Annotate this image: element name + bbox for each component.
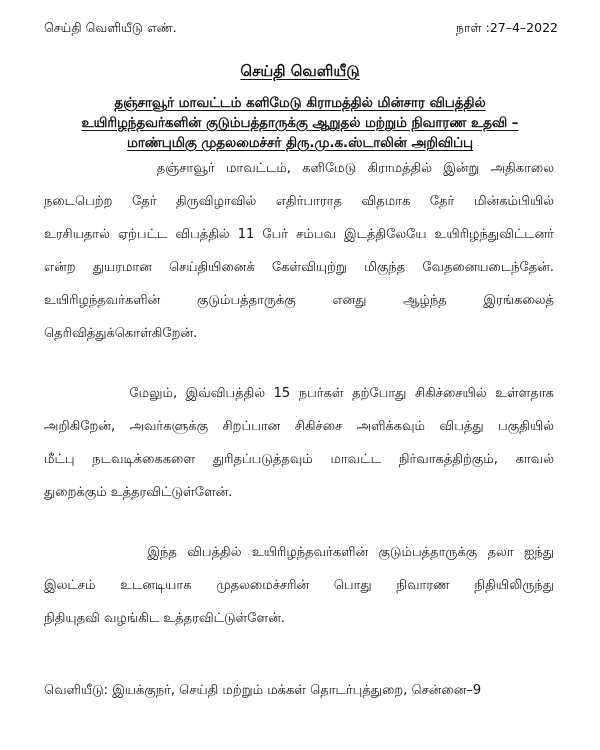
paragraph-line: இந்த விபத்தில் உயிரிழந்தவர்களின் குடும்பத்தாருக்கு தலா ஐந்து: [44, 545, 554, 560]
paragraph-line: இலட்சம் உடனடியாக முதலமைச்சரின் பொது நிவாரண நிதியிலிருந்து: [44, 578, 554, 593]
paragraph-treatment: [44, 377, 554, 509]
paragraph-line: நிதியுதவி வழங்கிட உத்தரவிட்டுள்ளேன்.: [44, 611, 285, 626]
paragraph-line: மீட்பு நடவடிக்கைகளை துரிதப்படுத்தவும் மாவட்ட நிர்வாகத்திற்கும், காவல்: [44, 452, 554, 467]
paragraph-line: உரசியதால் ஏற்பட்ட விபத்தில் 11 பேர் சம்பவ இடத்திலேயே உயிரிழந்துவிட்டனர்: [44, 227, 554, 242]
paragraph-line: தெரிவித்துக்கொள்கிறேன்.: [44, 326, 198, 341]
paragraph-line: என்ற துயரமான செய்தியினைக் கேள்வியுற்று மிகுந்த வேதனையடைந்தேன்.: [44, 260, 554, 275]
headline-line: உயிரிழந்தவர்களின் குடும்பத்தாருக்கு ஆறுதல் மற்றும் நிவாரண உதவி –: [81, 116, 519, 131]
paragraph-relief-fund: [44, 536, 554, 635]
paragraph-line: தஞ்சாவூர் மாவட்டம், களிமேடு கிராமத்தில் இன்று அதிகாலை: [44, 161, 554, 176]
paragraph-line: துறைக்கும் உத்தரவிட்டுள்ளேன்.: [44, 485, 233, 500]
headline: [40, 94, 560, 154]
document-title-text: செய்தி வெளியீடு: [240, 62, 360, 80]
header-row: [44, 20, 558, 40]
release-number-label: செய்தி வெளியீடு எண்.: [44, 20, 177, 35]
paragraph-line: மேலும், இவ்விபத்தில் 15 நபர்கள் தற்போது சிகிச்சையில் உள்ளதாக: [44, 386, 554, 401]
paragraph-line: உயிரிழந்தவர்களின் குடும்பத்தாருக்கு எனது ஆழ்ந்த இரங்கலைத்: [44, 293, 554, 308]
issuer-footer: வெளியீடு: இயக்குநர், செய்தி மற்றும் மக்கள் தொடர்புத்துறை, சென்னை–9: [44, 683, 482, 698]
paragraph-line: அறிகிறேன், அவர்களுக்கு சிறப்பான சிகிச்சை அளிக்கவும் விபத்து பகுதியில்: [44, 419, 554, 434]
paragraph-condolence: [44, 152, 554, 350]
paragraph-line: நடைபெற்ற தேர் திருவிழாவில் எதிர்பாராத விதமாக தேர் மின்கம்பியில்: [44, 194, 554, 209]
headline-line: மாண்புமிகு முதலமைச்சர் திரு.மு.க.ஸ்டாலின் அறிவிப்பு: [126, 136, 474, 151]
headline-line: தஞ்சாவூர் மாவட்டம் களிமேடு கிராமத்தில் மின்சார விபத்தில்: [114, 96, 486, 111]
document-title: [0, 62, 600, 82]
release-date: நாள் :27–4–2022: [455, 20, 558, 35]
